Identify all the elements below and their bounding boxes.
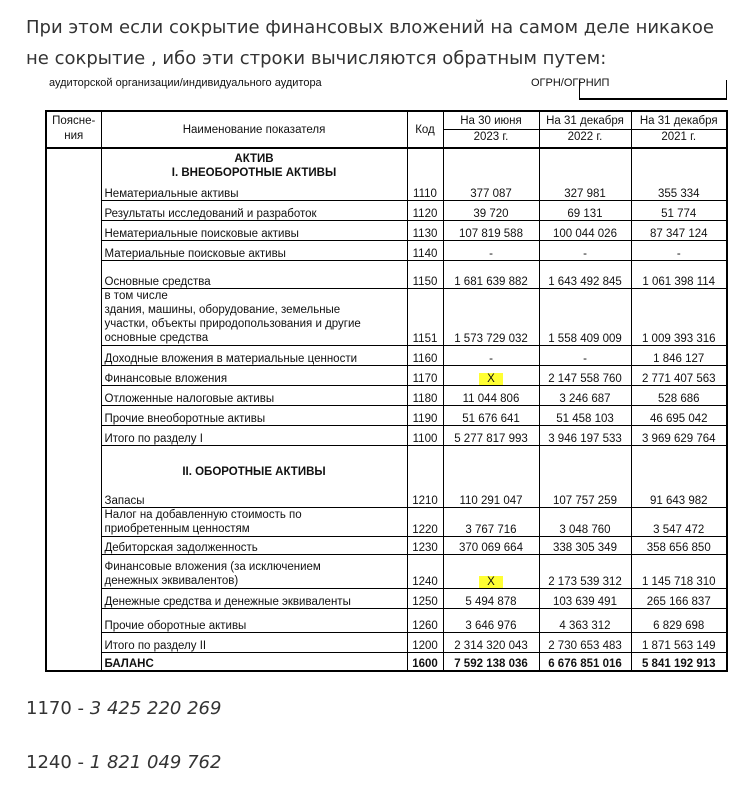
row-value-v3: 1 846 127 [631, 345, 727, 365]
row-value-v2: 327 981 [539, 180, 631, 200]
header-col3-bottom: 2021 г. [661, 131, 697, 143]
row-value-v2: 6 676 851 016 [539, 652, 631, 671]
row-value-v3: 1 009 393 316 [631, 288, 727, 345]
header-code: Код [407, 111, 443, 148]
row-name: Итого по разделу II [101, 632, 407, 652]
row-value-v3: 2 771 407 563 [631, 365, 727, 385]
row-name: Итого по разделу I [101, 425, 407, 445]
table-row [46, 425, 727, 445]
row-value-v2: 3 246 687 [539, 385, 631, 405]
row-value-v1: 3 646 976 [443, 608, 539, 632]
header-col1-bottom: 2023 г. [473, 131, 509, 143]
row-code: 1150 [407, 260, 443, 288]
header-notes [46, 111, 101, 148]
row-value-v1: 5 277 817 993 [443, 425, 539, 445]
row-notes-cell [46, 200, 101, 220]
row-value-v3: - [631, 240, 727, 260]
row-code [407, 445, 443, 479]
table-row [46, 554, 727, 588]
table-row [46, 260, 727, 288]
row-name: Материальные поисковые активы [101, 240, 407, 260]
row-value-v1: 39 720 [443, 200, 539, 220]
row-value-v2: 103 639 491 [539, 588, 631, 608]
row-name-line: основные средства [104, 331, 209, 344]
row-value-v3: 1 061 398 114 [631, 260, 727, 288]
row-code: 1100 [407, 425, 443, 445]
row-name: Денежные средства и денежные эквиваленты [101, 588, 407, 608]
row-code: 1180 [407, 385, 443, 405]
row-name: Прочие внеоборотные активы [101, 405, 407, 425]
section-header-row [46, 445, 727, 479]
row-value-v2: 338 305 349 [539, 536, 631, 554]
row-notes-cell [46, 588, 101, 608]
row-value-v3: 3 969 629 764 [631, 425, 727, 445]
row-code: 1250 [407, 588, 443, 608]
header-col2-top: На 31 декабря [540, 114, 631, 130]
row-name-line: I. ВНЕОБОРОТНЫЕ АКТИВЫ [171, 167, 337, 179]
row-name: Результаты исследований и разработок [101, 200, 407, 220]
row-value-v2: 3 048 760 [539, 507, 631, 536]
row-notes-cell [46, 405, 101, 425]
table-row [46, 507, 727, 536]
row-notes-cell [46, 507, 101, 536]
row-code: 1120 [407, 200, 443, 220]
row-value-v3: 265 166 837 [631, 588, 727, 608]
cropped-auditor-label: аудиторской организации/индивидуального аудитора [49, 77, 322, 89]
row-value-v1: 377 087 [443, 180, 539, 200]
row-value-v3: 87 347 124 [631, 220, 727, 240]
row-name-line: Налог на добавленную стоимость по [104, 508, 302, 521]
row-code: 1210 [407, 479, 443, 507]
row-value-v1: 51 676 641 [443, 405, 539, 425]
row-value-v2: 1 558 409 009 [539, 288, 631, 345]
row-name: Запасы [101, 479, 407, 507]
section-title [101, 445, 407, 479]
row-value-v2: - [539, 345, 631, 365]
section-header-row [46, 148, 727, 180]
row-notes-cell [46, 445, 101, 479]
highlighted-x-mark: X [479, 576, 503, 588]
row-name: БАЛАНС [101, 652, 407, 671]
cropped-header-strip [45, 77, 729, 102]
table-row [46, 220, 727, 240]
row-name [101, 554, 407, 588]
row-code: 1160 [407, 345, 443, 365]
table-row [46, 240, 727, 260]
table-header-row [46, 111, 727, 148]
row-value-v1: 7 592 138 036 [443, 652, 539, 671]
row-value-v1: 110 291 047 [443, 479, 539, 507]
row-name-line: II. ОБОРОТНЫЕ АКТИВЫ [182, 466, 326, 478]
table-row [46, 536, 727, 554]
row-name [101, 507, 407, 536]
row-value-v1: 11 044 806 [443, 385, 539, 405]
header-col3 [631, 111, 727, 148]
header-name: Наименование показателя [101, 111, 407, 148]
row-value-v2: 100 044 026 [539, 220, 631, 240]
row-name: Основные средства [101, 260, 407, 288]
row-notes-cell [46, 385, 101, 405]
row-value-v2 [539, 445, 631, 479]
row-value-v2: 3 946 197 533 [539, 425, 631, 445]
table-row [46, 365, 727, 385]
row-code: 1190 [407, 405, 443, 425]
header-col3-top: На 31 декабря [632, 114, 727, 130]
table-row [46, 200, 727, 220]
row-notes-cell [46, 608, 101, 632]
row-value-v1: 1 681 639 882 [443, 260, 539, 288]
row-value-v1 [443, 148, 539, 180]
row-name: Дебиторская задолженность [101, 536, 407, 554]
row-value-v1: 370 069 664 [443, 536, 539, 554]
row-name [101, 288, 407, 345]
row-value-v2: 107 757 259 [539, 479, 631, 507]
row-notes-cell [46, 220, 101, 240]
row-name-line: денежных эквивалентов) [104, 574, 239, 587]
row-notes-cell [46, 425, 101, 445]
row-notes-cell [46, 240, 101, 260]
table-row [46, 652, 727, 671]
row-notes-cell [46, 479, 101, 507]
row-name: Финансовые вложения [101, 365, 407, 385]
row-value-v1: 1 573 729 032 [443, 288, 539, 345]
row-value-v1: - [443, 240, 539, 260]
row-value-v2: 51 458 103 [539, 405, 631, 425]
row-code: 1200 [407, 632, 443, 652]
footer-code: 1170 [26, 698, 72, 719]
row-value-v2: 2 173 539 312 [539, 554, 631, 588]
cropped-ogrn-label: ОГРН/ОГРНИП [531, 77, 610, 89]
row-code: 1260 [407, 608, 443, 632]
header-notes-bottom: ния [64, 130, 84, 142]
row-name: Нематериальные активы [101, 180, 407, 200]
row-notes-cell [46, 288, 101, 345]
table-row [46, 632, 727, 652]
row-code: 1140 [407, 240, 443, 260]
row-value-v3: 355 334 [631, 180, 727, 200]
row-code: 1130 [407, 220, 443, 240]
row-value-v3: 51 774 [631, 200, 727, 220]
row-notes-cell [46, 345, 101, 365]
balance-sheet-scan [45, 77, 729, 670]
header-notes-top: Поясне- [52, 115, 96, 127]
row-value-v1: - [443, 345, 539, 365]
row-notes-cell [46, 632, 101, 652]
row-code: 1170 [407, 365, 443, 385]
row-notes-cell [46, 554, 101, 588]
row-name-line: в том числе [104, 289, 168, 302]
row-value-v3: 91 643 982 [631, 479, 727, 507]
row-name-line: АКТИВ [234, 153, 274, 165]
row-name: Прочие оборотные активы [101, 608, 407, 632]
row-code: 1220 [407, 507, 443, 536]
table-row [46, 345, 727, 365]
row-notes-cell [46, 180, 101, 200]
row-notes-cell [46, 536, 101, 554]
row-notes-cell [46, 652, 101, 671]
highlighted-x-mark: X [479, 373, 503, 385]
row-value-v2: 69 131 [539, 200, 631, 220]
header-col2 [539, 111, 631, 148]
row-value-v3: 46 695 042 [631, 405, 727, 425]
row-notes-cell [46, 260, 101, 288]
row-name-line: здания, машины, оборудование, земельные [104, 303, 341, 316]
ogrn-box [579, 80, 727, 100]
footer-code: 1240 [26, 752, 72, 773]
intro-paragraph: При этом если сокрытие финансовых вложений на самом деле никакое не сокрытие , ибо эти строки вычисляются обратным путем: [26, 17, 714, 69]
row-notes-cell [46, 365, 101, 385]
row-value-v1: 2 314 320 043 [443, 632, 539, 652]
footer-line-1240 [26, 752, 221, 773]
row-value-v1 [443, 554, 539, 588]
table-row [46, 180, 727, 200]
header-col1 [443, 111, 539, 148]
row-code: 1600 [407, 652, 443, 671]
row-name: Нематериальные поисковые активы [101, 220, 407, 240]
row-value-v3 [631, 445, 727, 479]
row-name-line: Финансовые вложения (за исключением [104, 560, 321, 573]
row-value-v2: - [539, 240, 631, 260]
table-row [46, 479, 727, 507]
section-title [101, 148, 407, 180]
row-value-v1 [443, 365, 539, 385]
row-value-v3: 528 686 [631, 385, 727, 405]
row-value-v3: 5 841 192 913 [631, 652, 727, 671]
footer-separator: - [71, 752, 90, 773]
row-notes-cell [46, 148, 101, 180]
footer-line-1170 [26, 698, 221, 719]
row-code [407, 148, 443, 180]
row-name-line: приобретенным ценностям [104, 522, 250, 535]
row-value-v2: 1 643 492 845 [539, 260, 631, 288]
row-value-v1: 5 494 878 [443, 588, 539, 608]
table-row [46, 608, 727, 632]
row-value-v1: 107 819 588 [443, 220, 539, 240]
header-col1-top: На 30 июня [444, 114, 539, 130]
row-value-v2 [539, 148, 631, 180]
row-value-v2: 4 363 312 [539, 608, 631, 632]
footer-value: 3 425 220 269 [89, 698, 222, 719]
row-value-v3: 1 871 563 149 [631, 632, 727, 652]
footer-separator: - [71, 698, 90, 719]
row-value-v2: 2 730 653 483 [539, 632, 631, 652]
row-value-v2: 2 147 558 760 [539, 365, 631, 385]
row-value-v3: 1 145 718 310 [631, 554, 727, 588]
table-row [46, 588, 727, 608]
row-value-v3: 6 829 698 [631, 608, 727, 632]
row-value-v1 [443, 445, 539, 479]
table-row [46, 385, 727, 405]
row-code: 1240 [407, 554, 443, 588]
row-name-line: участки, объекты природопользования и другие [104, 317, 361, 330]
table-row [46, 288, 727, 345]
row-code: 1110 [407, 180, 443, 200]
row-value-v3 [631, 148, 727, 180]
table-row [46, 405, 727, 425]
row-name: Отложенные налоговые активы [101, 385, 407, 405]
row-value-v3: 3 547 472 [631, 507, 727, 536]
row-name: Доходные вложения в материальные ценности [101, 345, 407, 365]
header-col2-bottom: 2022 г. [567, 131, 603, 143]
balance-table [45, 110, 728, 672]
row-value-v1: 3 767 716 [443, 507, 539, 536]
row-value-v3: 358 656 850 [631, 536, 727, 554]
row-code: 1151 [407, 288, 443, 345]
footer-value: 1 821 049 762 [89, 752, 222, 773]
row-code: 1230 [407, 536, 443, 554]
